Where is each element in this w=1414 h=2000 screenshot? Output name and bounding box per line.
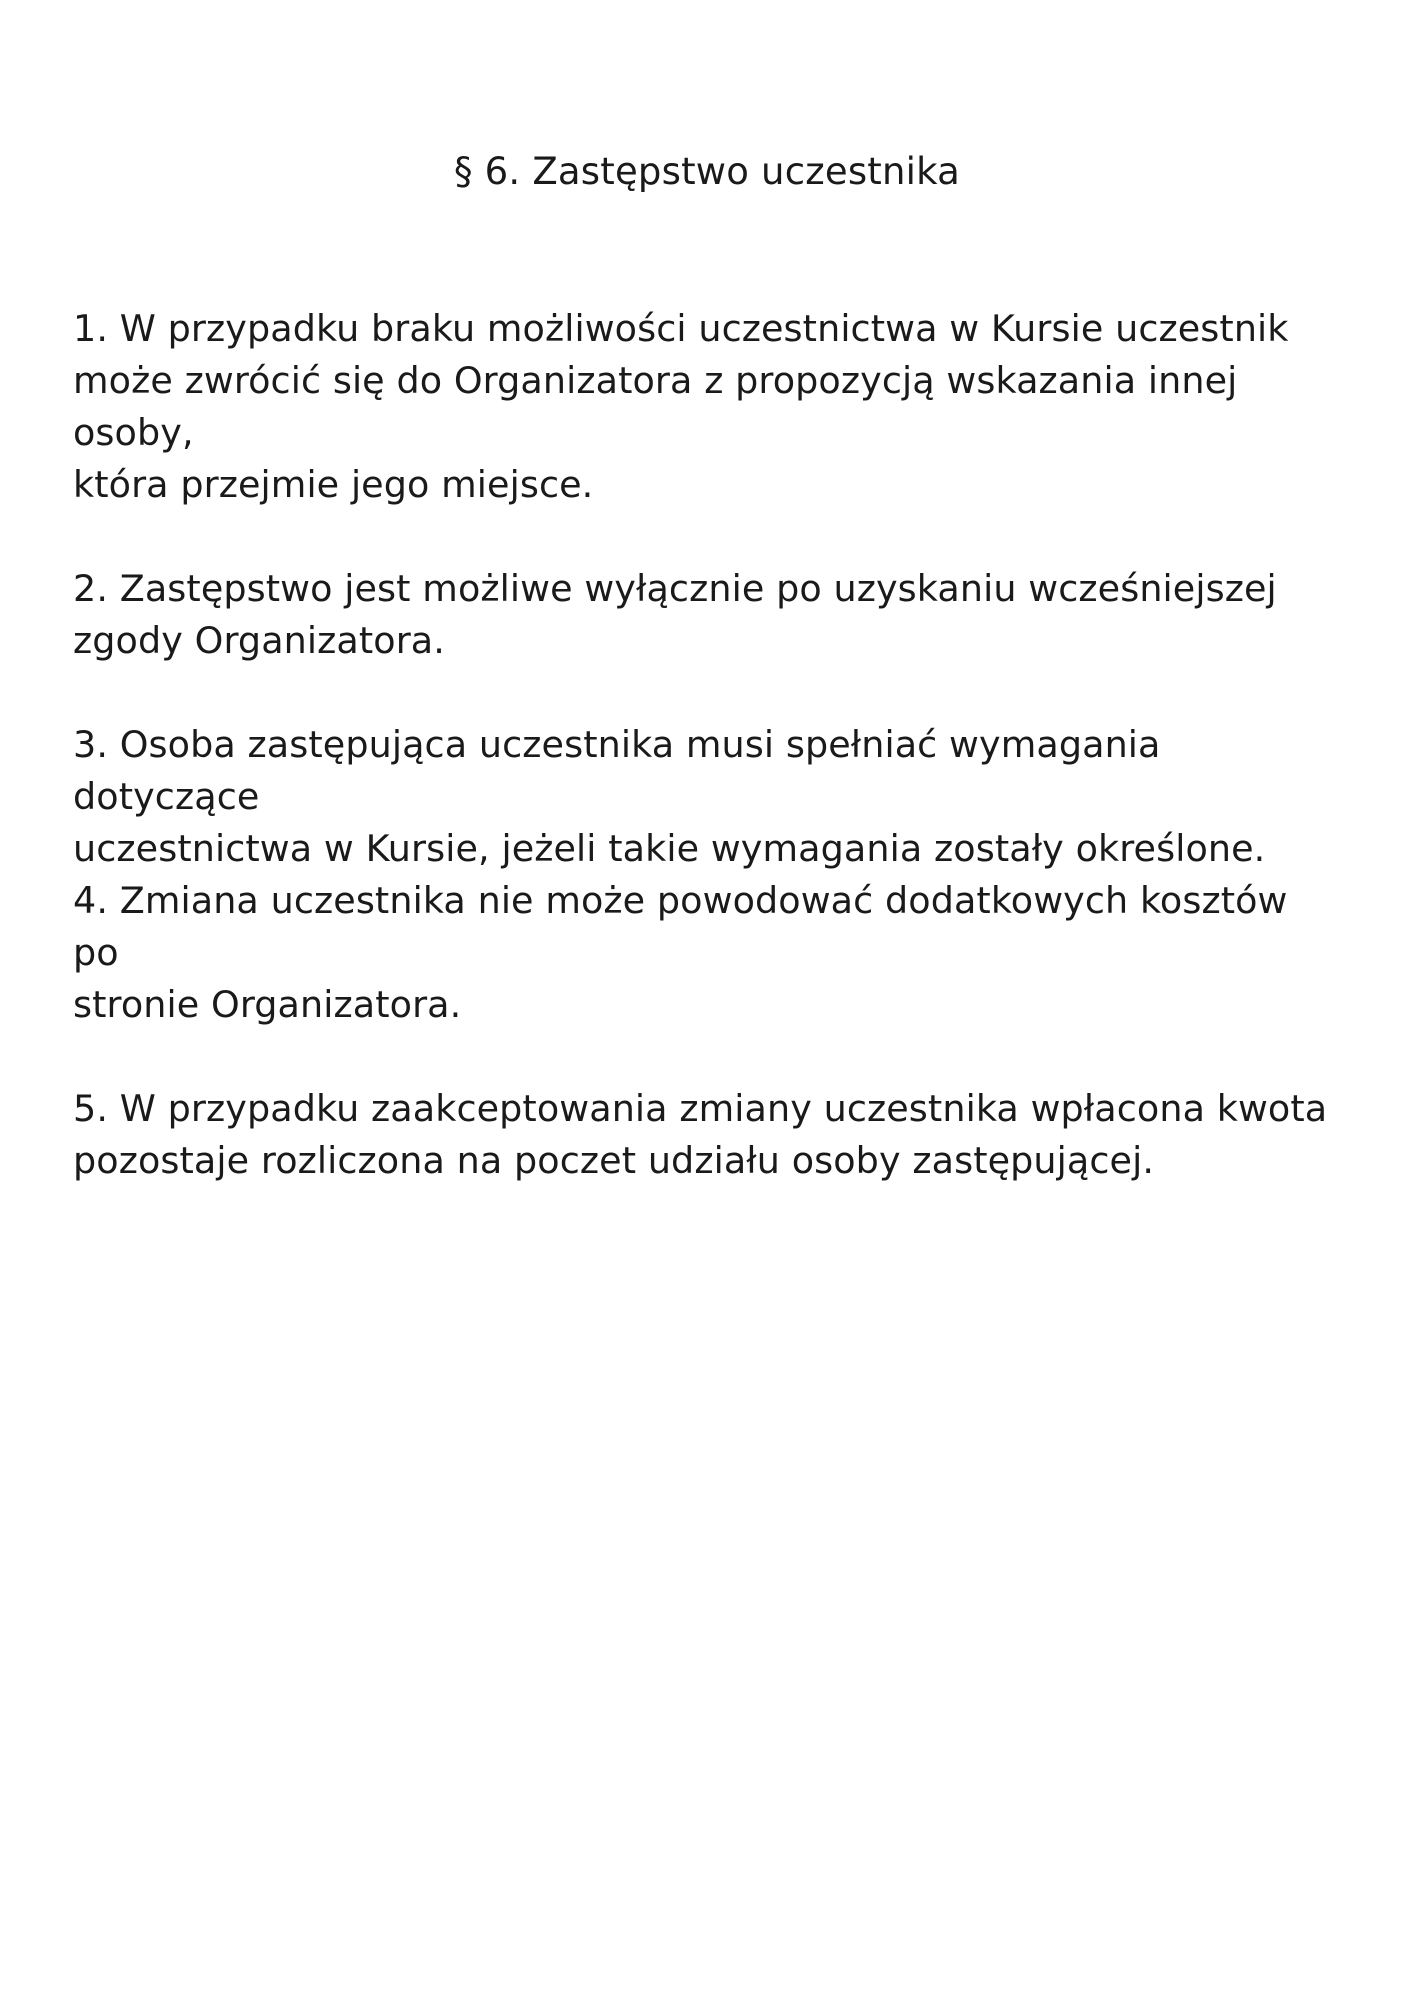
paragraph-4 bbox=[73, 875, 1343, 1031]
paragraph-line: zgody Organizatora. bbox=[73, 619, 445, 662]
paragraph-3 bbox=[73, 719, 1343, 875]
paragraph-line: która przejmie jego miejsce. bbox=[73, 463, 594, 506]
paragraph-2 bbox=[73, 563, 1343, 667]
paragraph-5 bbox=[73, 1083, 1343, 1187]
paragraph-line: stronie Organizatora. bbox=[73, 983, 462, 1026]
paragraph-1 bbox=[73, 303, 1343, 511]
paragraph-line: może zwrócić się do Organizatora z propozycją wskazania innej osoby, bbox=[73, 359, 1238, 454]
paragraph-line: pozostaje rozliczona na poczet udziału osoby zastępującej. bbox=[73, 1139, 1155, 1182]
paragraph-line: 3. Osoba zastępująca uczestnika musi spełniać wymagania dotyczące bbox=[73, 723, 1161, 818]
paragraph-spacer bbox=[73, 1031, 1343, 1083]
paragraph-spacer bbox=[73, 511, 1343, 563]
paragraph-line: 2. Zastępstwo jest możliwe wyłącznie po uzyskaniu wcześniejszej bbox=[73, 567, 1277, 610]
paragraph-line: 5. W przypadku zaakceptowania zmiany uczestnika wpłacona kwota bbox=[73, 1087, 1328, 1130]
section-title: § 6. Zastępstwo uczestnika bbox=[454, 150, 960, 193]
paragraph-line: 1. W przypadku braku możliwości uczestnictwa w Kursie uczestnik bbox=[73, 307, 1289, 350]
paragraph-line: uczestnictwa w Kursie, jeżeli takie wymagania zostały określone. bbox=[73, 827, 1266, 870]
section-content bbox=[73, 303, 1343, 1187]
paragraph-line: 4. Zmiana uczestnika nie może powodować dodatkowych kosztów po bbox=[73, 879, 1288, 974]
paragraph-spacer bbox=[73, 667, 1343, 719]
